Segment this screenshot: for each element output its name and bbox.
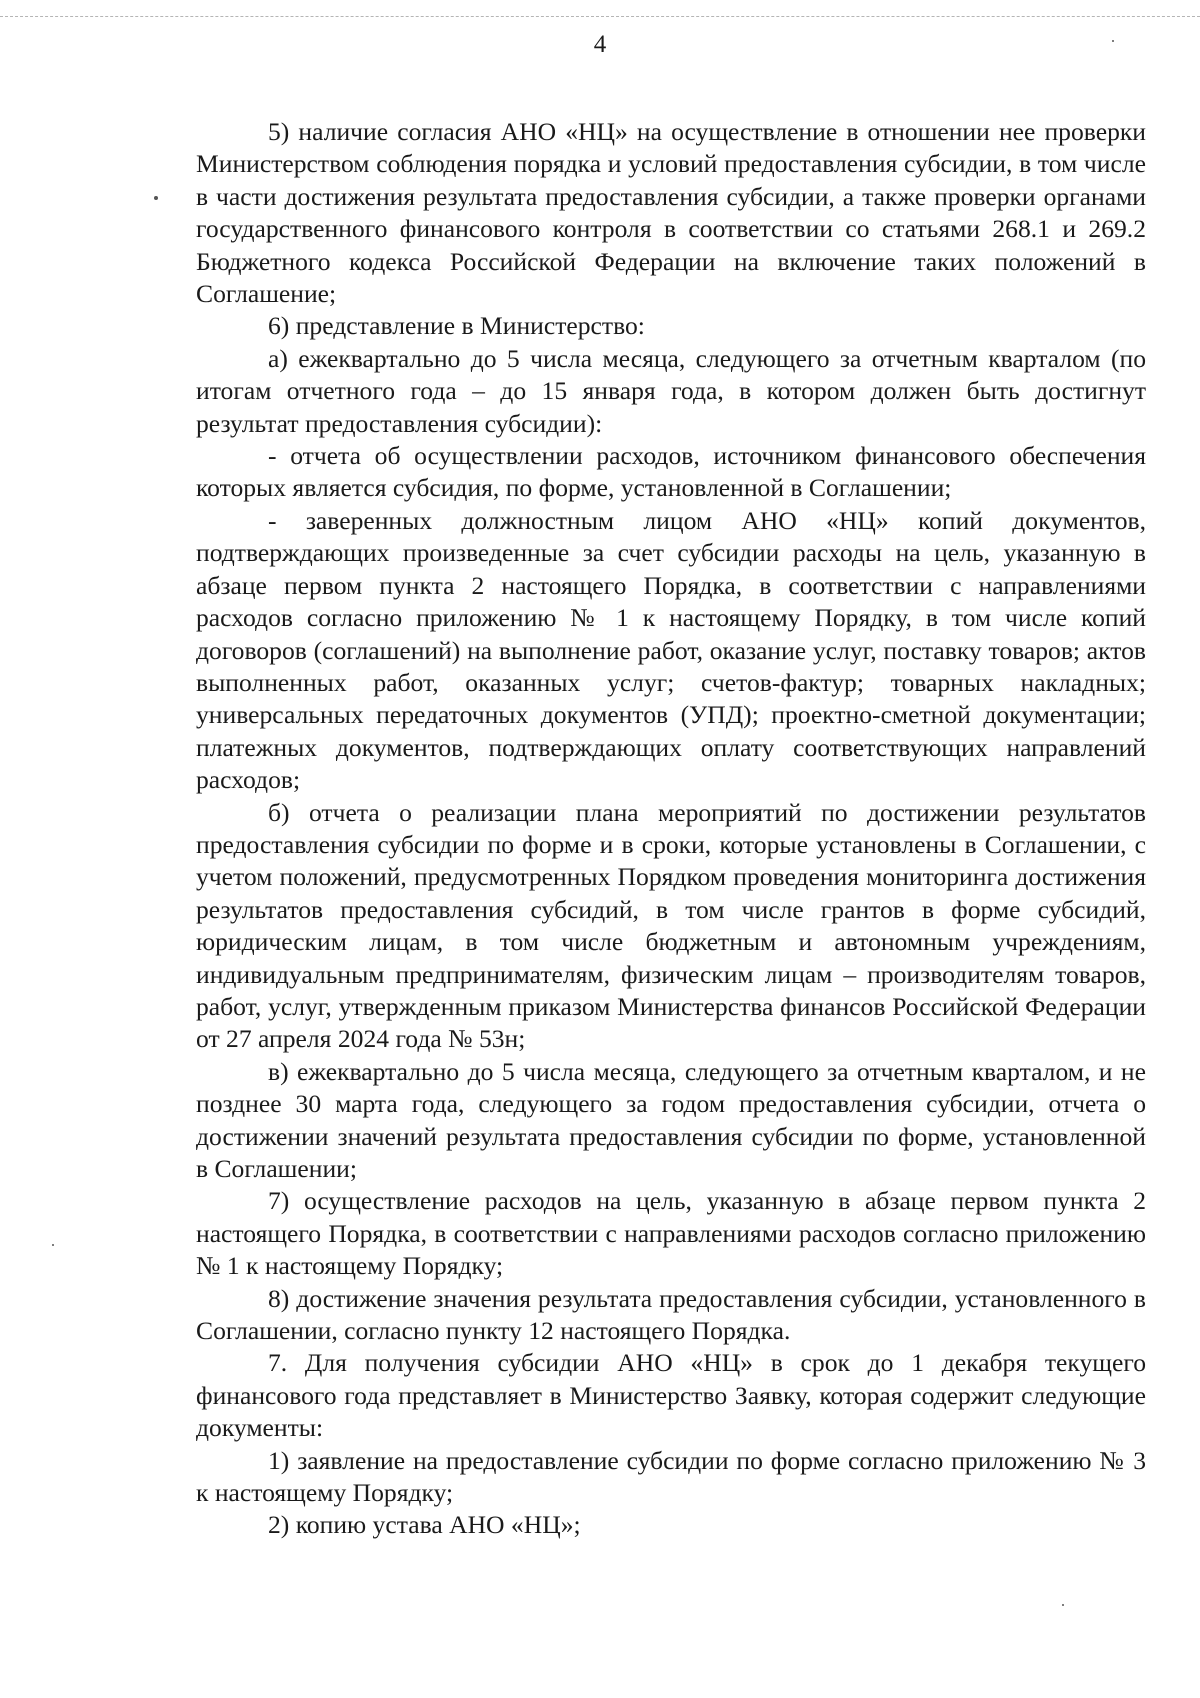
scan-top-edge bbox=[0, 16, 1200, 17]
paragraph-item-5-consent: 5) наличие согласия АНО «НЦ» на осуществление в отношении нее проверки Министерством соблюдения порядка и условий предоставления субсидии, в том числе в части достижения результата предоставления субсидии, а также проверки органами государственного финансового контроля в соответствии со статьями 268.1 и 269.2 Бюджетного кодекса Российской Федерации на включение таких положений в Соглашение; bbox=[196, 117, 1146, 309]
paragraph-item-7-expenses: 7) осуществление расходов на цель, указанную в абзаце первом пункта 2 настоящего Порядка, в соответствии с направлениями расходов согласно приложению № 1 к настоящему Порядку; bbox=[196, 1186, 1146, 1281]
paragraph-doc-1-statement: 1) заявление на предоставление субсидии по форме согласно приложению № 3 к настоящему Порядку; bbox=[196, 1445, 1146, 1508]
paragraph-clause-7-application: 7. Для получения субсидии АНО «НЦ» в срок до 1 декабря текущего финансового года представляет в Министерство Заявку, которая содержит следующие документы: bbox=[196, 1348, 1146, 1443]
scan-speck bbox=[1062, 1604, 1064, 1606]
paragraph-item-6-submission: 6) представление в Министерство: bbox=[268, 311, 645, 341]
paragraph-dash-certified-copies: - заверенных должностным лицом АНО «НЦ» копий документов, подтверждающих произведенные за счет субсидии расходы на цель, указанную в абзаце первом пункта 2 настоящего Порядка, в соответствии с направлениями расходов согласно приложению № 1 к настоящему Порядку, в том числе копий договоров (соглашений) на выполнение работ, оказание услуг, поставку товаров; актов выполненных работ, оказанных услуг; счетов-фактур; товарных накладных; универсальных передаточных документов (УПД); проектно-сметной документации; платежных документов, подтверждающих оплату соответствующих направлений расходов; bbox=[196, 505, 1146, 795]
paragraph-subitem-a-quarterly: а) ежеквартально до 5 числа месяца, следующего за отчетным кварталом (по итогам отчетного года – до 15 января года, в котором должен быть достигнут результат предоставления субсидии): bbox=[196, 343, 1146, 438]
paragraph-dash-expense-report: - отчета об осуществлении расходов, источником финансового обеспечения которых является субсидия, по форме, установленной в Соглашении; bbox=[196, 441, 1146, 503]
scan-speck bbox=[154, 196, 158, 200]
paragraph-doc-2-charter: 2) копию устава АНО «НЦ»; bbox=[268, 1510, 581, 1540]
scan-speck bbox=[52, 1244, 54, 1246]
paragraph-subitem-v-result-report: в) ежеквартально до 5 числа месяца, следующего за отчетным кварталом, и не позднее 30 марта года, следующего за годом предоставления субсидии, отчета о достижении значений результата предоставления субсидии по форме, установленной в Соглашении; bbox=[196, 1056, 1146, 1183]
paragraph-subitem-b-plan-report: б) отчета о реализации плана мероприятий по достижении результатов предоставления субсидии по форме и в сроки, которые установлены в Соглашении, с учетом положений, предусмотренных Порядком проведения мониторинга достижения результатов предоставления субсидий, в том числе грантов в форме субсидий, юридическим лицам, в том числе бюджетным и автономным учреждениям, индивидуальным предпринимателям, физическим лицам – производителям товаров, работ, услуг, утвержденным приказом Министерства финансов Российской Федерации от 27 апреля 2024 года № 53н; bbox=[196, 797, 1146, 1054]
scan-speck bbox=[1112, 40, 1114, 42]
paragraph-item-8-result: 8) достижение значения результата предоставления субсидии, установленного в Соглашении, согласно пункту 12 настоящего Порядка. bbox=[196, 1283, 1146, 1346]
document-body bbox=[196, 116, 1146, 1542]
page-number: 4 bbox=[593, 31, 607, 58]
